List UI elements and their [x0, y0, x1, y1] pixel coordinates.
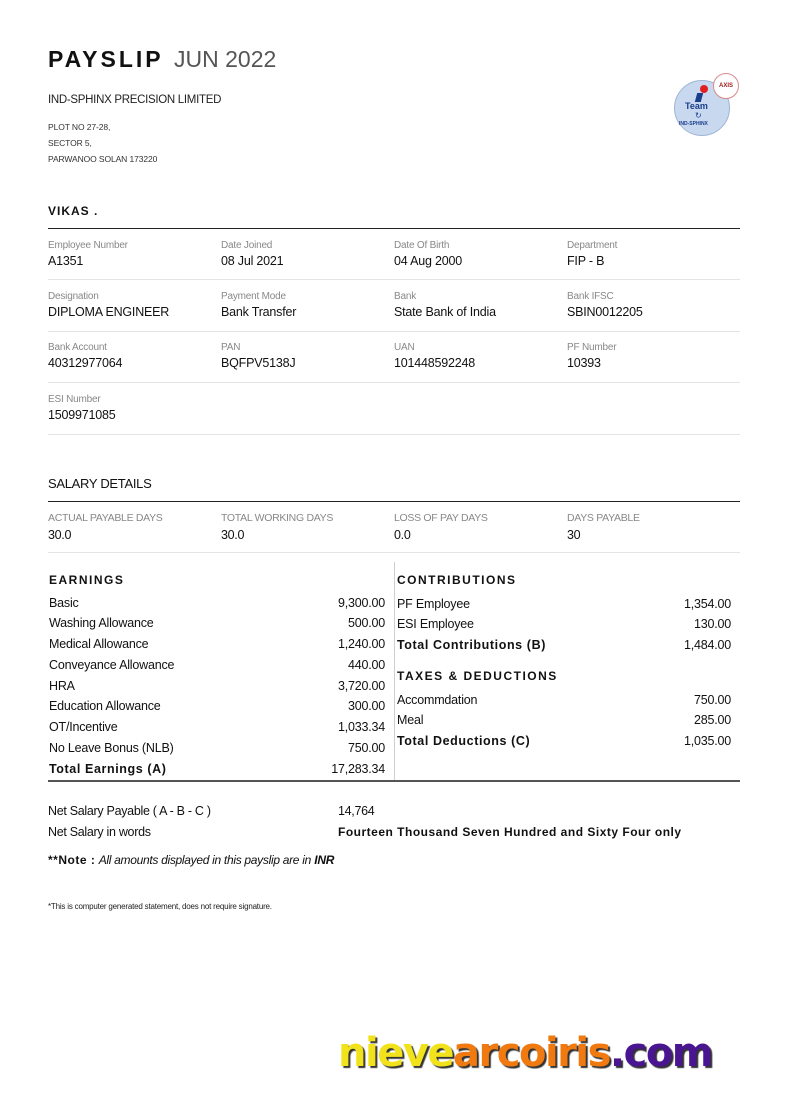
- field-value: Bank Transfer: [221, 305, 297, 319]
- payslip-period: JUN 2022: [174, 46, 277, 72]
- divider: [48, 552, 740, 553]
- total-contributions-label: Total Contributions (B): [397, 638, 546, 652]
- field-label: DAYS PAYABLE: [567, 512, 640, 524]
- field-value: 08 Jul 2021: [221, 254, 284, 268]
- earnings-heading: EARNINGS: [49, 573, 125, 587]
- earning-amount: 1,033.34: [337, 720, 385, 734]
- logo-i-dot-icon: [700, 85, 708, 93]
- total-earnings-amount: 17,283.34: [331, 762, 385, 776]
- watermark-part-3: .com: [609, 1030, 712, 1076]
- divider: [48, 382, 740, 383]
- field-label: Designation: [48, 291, 99, 302]
- field-value: State Bank of India: [394, 305, 496, 319]
- field-designation: [48, 290, 218, 320]
- earning-label: Medical Allowance: [49, 637, 149, 651]
- field-label: ACTUAL PAYABLE DAYS: [48, 512, 163, 524]
- earning-row: [49, 655, 385, 675]
- field-actual-payable-days: [48, 512, 218, 543]
- address-line-2: SECTOR 5,: [48, 138, 92, 148]
- net-salary-value: 14,764: [338, 804, 375, 818]
- field-pf-number: [567, 341, 737, 371]
- deduction-row: [397, 690, 731, 710]
- field-date-of-birth: [394, 239, 564, 269]
- field-value: 30.0: [48, 528, 72, 542]
- divider: [48, 331, 740, 332]
- divider: [48, 228, 740, 229]
- field-label: Payment Mode: [221, 291, 286, 302]
- field-date-joined: [221, 239, 391, 269]
- field-label: Bank IFSC: [567, 291, 614, 302]
- field-value: A1351: [48, 254, 84, 268]
- earning-amount: 1,240.00: [337, 637, 385, 651]
- watermark-part-1: nieve: [338, 1030, 454, 1076]
- currency-note: [48, 853, 334, 867]
- company-name: IND-SPHINX PRECISION LIMITED: [48, 94, 222, 106]
- field-loss-of-pay-days: [394, 512, 564, 543]
- field-bank-account: [48, 341, 218, 371]
- payslip-title-label: PAYSLIP: [48, 46, 164, 72]
- contribution-row: [397, 594, 731, 614]
- employee-name: VIKAS .: [48, 204, 99, 218]
- note-currency: INR: [314, 853, 335, 867]
- field-value: 0.0: [394, 528, 411, 542]
- field-days-payable: [567, 512, 737, 543]
- earning-label: Washing Allowance: [49, 616, 154, 630]
- field-label: Bank Account: [48, 342, 107, 353]
- watermark: [338, 1030, 712, 1076]
- earning-label: No Leave Bonus (NLB): [49, 741, 174, 755]
- note-text: All amounts displayed in this payslip are in: [98, 853, 311, 867]
- field-bank: [394, 290, 564, 320]
- field-employee-number: [48, 239, 218, 269]
- contribution-label: PF Employee: [397, 597, 470, 611]
- earning-amount: 9,300.00: [337, 596, 385, 610]
- field-label: Date Joined: [221, 240, 273, 251]
- field-department: [567, 239, 737, 269]
- field-value: FIP - B: [567, 254, 605, 268]
- deduction-row: [397, 710, 731, 730]
- divider: [48, 780, 740, 782]
- field-label: UAN: [394, 342, 415, 353]
- field-value: 1509971085: [48, 408, 116, 422]
- divider: [48, 501, 740, 502]
- address-line-1: PLOT NO 27-28,: [48, 122, 111, 132]
- divider: [48, 434, 740, 435]
- field-total-working-days: [221, 512, 391, 543]
- payslip-title: [48, 44, 276, 74]
- earning-amount: 500.00: [347, 616, 385, 630]
- logo-sub-text: IND-SPHINX: [679, 121, 708, 127]
- earning-label: Conveyance Allowance: [49, 658, 175, 672]
- deduction-label: Meal: [397, 713, 424, 727]
- earning-row: [49, 676, 385, 696]
- total-earnings-row: [49, 759, 385, 779]
- field-label: TOTAL WORKING DAYS: [221, 512, 334, 524]
- earning-row: [49, 593, 385, 613]
- field-value: 30.0: [221, 528, 245, 542]
- company-logo: [674, 80, 733, 136]
- earning-label: OT/Incentive: [49, 720, 118, 734]
- contribution-row: [397, 614, 731, 634]
- field-payment-mode: [221, 290, 391, 320]
- earning-row: [49, 613, 385, 633]
- field-pan: [221, 341, 391, 371]
- field-label: Department: [567, 240, 618, 251]
- field-label: PF Number: [567, 342, 617, 353]
- contributions-heading: CONTRIBUTIONS: [397, 573, 517, 587]
- field-value: 04 Aug 2000: [394, 254, 463, 268]
- field-label: LOSS OF PAY DAYS: [394, 512, 488, 524]
- deduction-label: Accommdation: [397, 693, 478, 707]
- salary-details-title: SALARY DETAILS: [48, 476, 152, 491]
- net-salary-words-label: Net Salary in words: [48, 825, 151, 839]
- total-contributions-amount: 1,484.00: [683, 638, 731, 652]
- field-value: DIPLOMA ENGINEER: [48, 305, 170, 319]
- earning-label: Basic: [49, 596, 79, 610]
- contribution-label: ESI Employee: [397, 617, 474, 631]
- field-label: PAN: [221, 342, 241, 353]
- earning-amount: 3,720.00: [337, 679, 385, 693]
- earning-label: HRA: [49, 679, 75, 693]
- field-value: 10393: [567, 356, 601, 370]
- net-salary-words-value: Fourteen Thousand Seven Hundred and Sixty Four only: [338, 825, 682, 839]
- footer-disclaimer: *This is computer generated statement, does not require signature.: [48, 902, 272, 911]
- total-contributions-row: [397, 635, 731, 655]
- total-earnings-label: Total Earnings (A): [49, 762, 167, 776]
- contribution-amount: 1,354.00: [683, 597, 731, 611]
- field-label: Date Of Birth: [394, 240, 450, 251]
- field-value: SBIN0012205: [567, 305, 643, 319]
- field-label: ESI Number: [48, 394, 101, 405]
- field-value: BQFPV5138J: [221, 356, 296, 370]
- column-divider: [394, 562, 395, 780]
- field-esi-number: [48, 393, 218, 423]
- field-value: 101448592248: [394, 356, 476, 370]
- logo-team-text: Team: [685, 101, 708, 111]
- total-deductions-row: [397, 731, 731, 751]
- earning-amount: 750.00: [347, 741, 385, 755]
- logo-axis-badge: AXIS: [713, 73, 739, 99]
- earning-label: Education Allowance: [49, 699, 161, 713]
- logo-hand-icon: ↻: [695, 111, 702, 120]
- contribution-amount: 130.00: [693, 617, 731, 631]
- earning-row: [49, 634, 385, 654]
- deduction-amount: 285.00: [693, 713, 731, 727]
- field-label: Employee Number: [48, 240, 128, 251]
- earning-amount: 440.00: [347, 658, 385, 672]
- earning-amount: 300.00: [347, 699, 385, 713]
- earning-row: [49, 696, 385, 716]
- total-deductions-amount: 1,035.00: [683, 734, 731, 748]
- watermark-part-2: arcoiris: [453, 1030, 610, 1076]
- field-bank-ifsc: [567, 290, 737, 320]
- earning-row: [49, 738, 385, 758]
- field-uan: [394, 341, 564, 371]
- field-value: 40312977064: [48, 356, 123, 370]
- note-prefix: **Note :: [48, 853, 96, 867]
- total-deductions-label: Total Deductions (C): [397, 734, 531, 748]
- deductions-heading: TAXES & DEDUCTIONS: [397, 669, 558, 683]
- earning-row: [49, 717, 385, 737]
- divider: [48, 279, 740, 280]
- field-value: 30: [567, 528, 581, 542]
- deduction-amount: 750.00: [693, 693, 731, 707]
- address-line-3: PARWANOO SOLAN 173220: [48, 154, 158, 164]
- field-label: Bank: [394, 291, 416, 302]
- net-salary-label: Net Salary Payable ( A - B - C ): [48, 804, 211, 818]
